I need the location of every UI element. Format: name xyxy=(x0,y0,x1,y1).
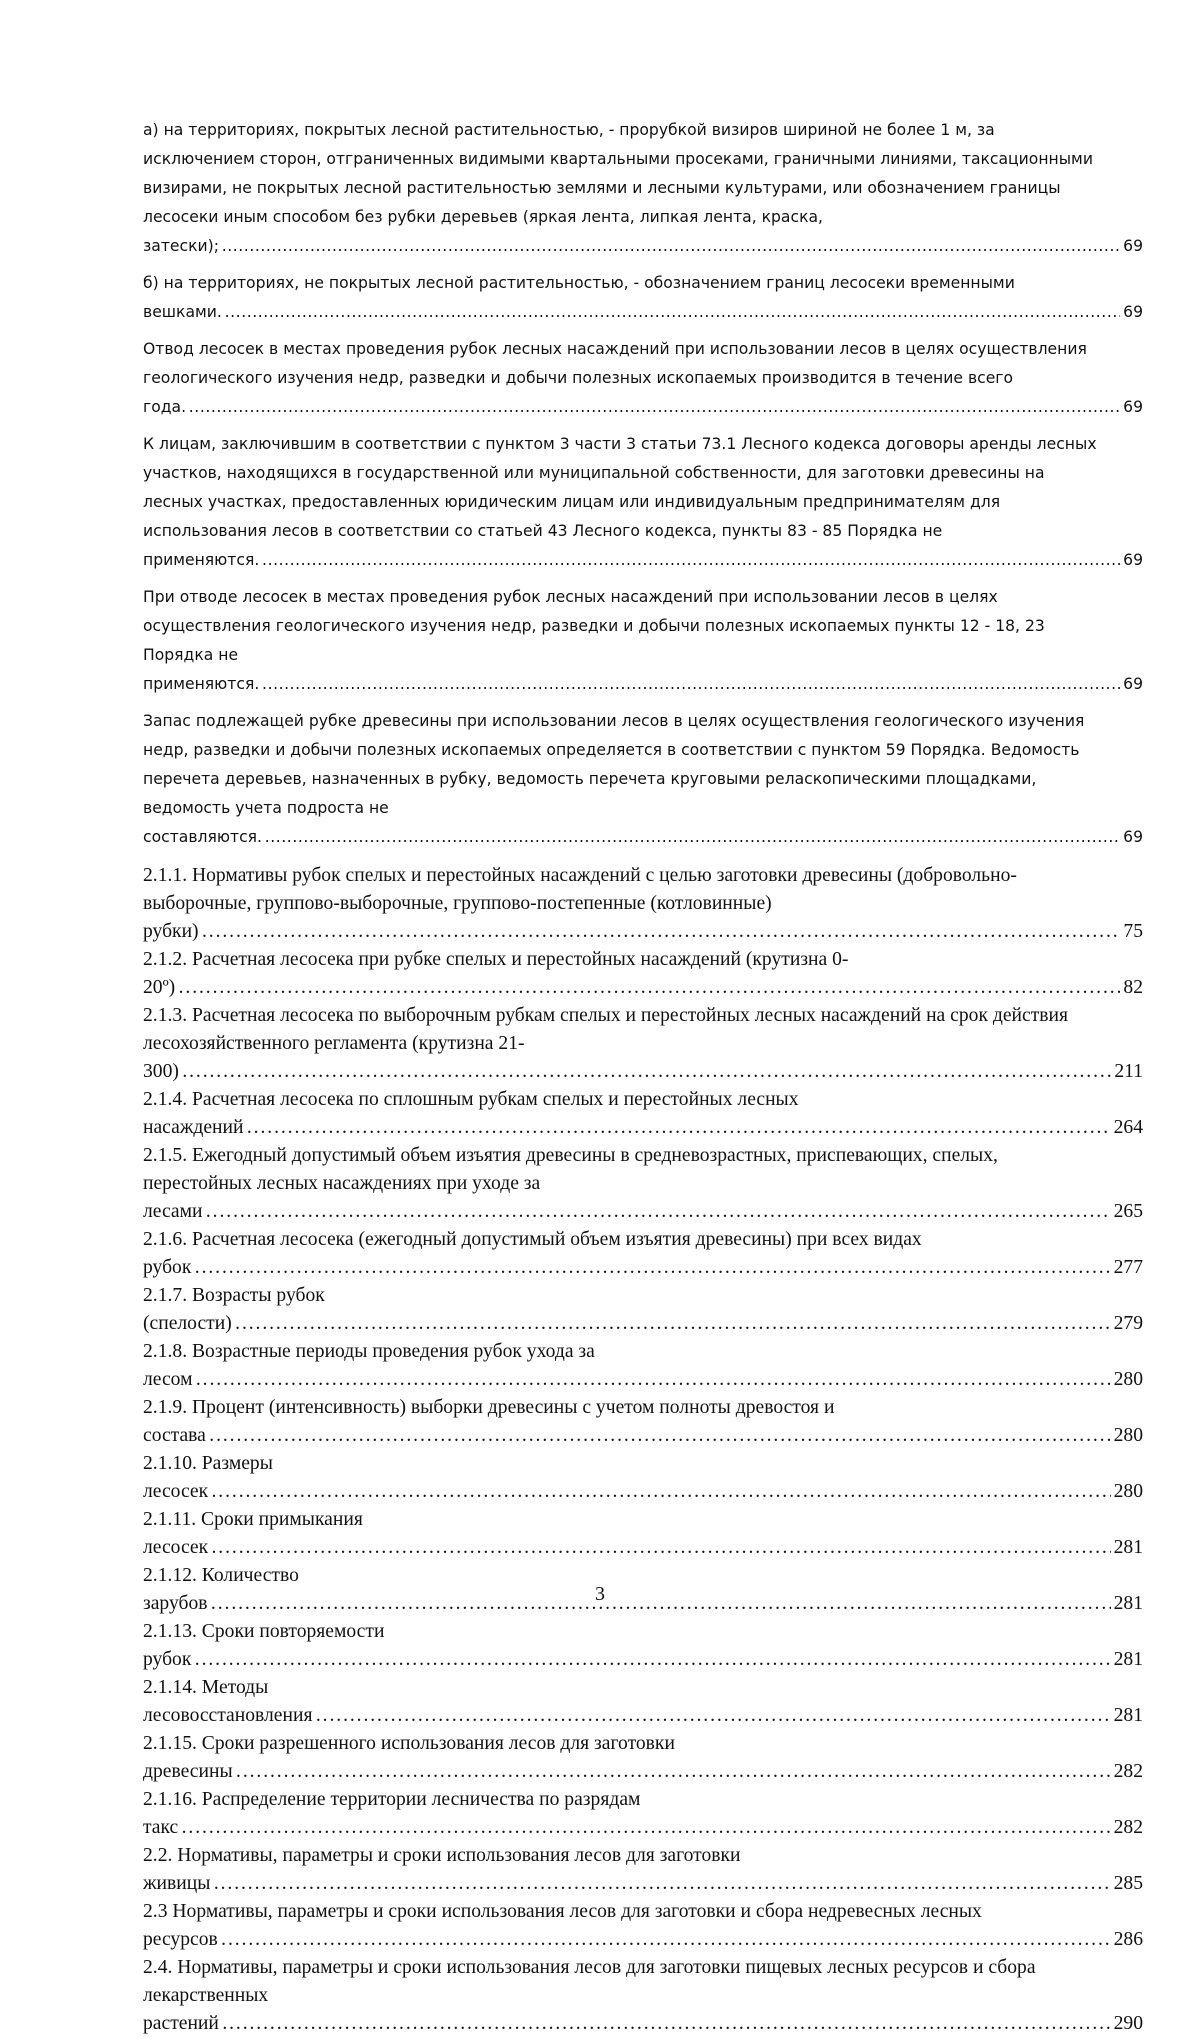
toc-section-serif xyxy=(143,862,1143,2038)
toc-entry[interactable] xyxy=(143,1898,1143,1954)
toc-entry[interactable] xyxy=(143,269,1143,327)
toc-entry[interactable] xyxy=(143,1450,1143,1506)
toc-entry-title: 2.1.7. Возрасты рубок (спелости) . . . xyxy=(143,1285,1143,1334)
toc-entry-page: 69 xyxy=(1120,393,1143,422)
toc-entry-page: 82 xyxy=(1120,974,1143,1002)
toc-entry-title: Отвод лесосек в местах проведения рубок лесных насаждений при использовании лесов в целях осуществления геологического изучения недр, разведки и добычи полезных ископаемых производится в течение всего года. . . . xyxy=(143,340,1143,416)
toc-entry-title: 2.1.6. Расчетная лесосека (ежегодный допустимый объем изъятия древесины) при всех видах рубок . . . xyxy=(143,1229,1143,1278)
toc-entry[interactable] xyxy=(143,1142,1143,1226)
toc-entry-page: 69 xyxy=(1120,298,1143,327)
toc-entry-title: При отводе лесосек в местах проведения рубок лесных насаждений при использовании лесов в целях осуществления геологического изучения недр, разведки и добычи полезных ископаемых пункты 12 - 18, 23 Порядка не применяются. . . . xyxy=(143,588,1143,693)
toc-entry-page: 281 xyxy=(1111,1702,1143,1730)
toc-entry-page: 277 xyxy=(1111,1254,1143,1282)
toc-entry[interactable] xyxy=(143,1730,1143,1786)
toc-entry-title: а) на территориях, покрытых лесной растительностью, - прорубкой визиров шириной не более 1 м, за исключением сторон, отграниченных видимыми квартальными просеками, граничными линиями, таксационными визирами, не покрытых лесной растительностью землями и лесными культурами, или обозначением границы лесосеки иным способом без рубки деревьев (яркая лента, липкая лента, краска, затески); . . . xyxy=(143,121,1143,255)
page-number: 3 xyxy=(595,1583,605,1605)
toc-entry-page: 290 xyxy=(1111,2010,1143,2038)
toc-entry-title: 2.1.9. Процент (интенсивность) выборки древесины с учетом полноты древостоя и состава . . . xyxy=(143,1397,1143,1446)
toc-section-sans xyxy=(143,116,1143,852)
toc-entry[interactable] xyxy=(143,1674,1143,1730)
toc-entry[interactable] xyxy=(143,1842,1143,1898)
toc-entry-title: 2.1.3. Расчетная лесосека по выборочным рубкам спелых и перестойных лесных насаждений на срок действия лесохозяйственного регламента (крутизна 21-300) . . . xyxy=(143,1005,1143,1082)
toc-entry[interactable] xyxy=(143,1338,1143,1394)
toc-entry-title: 2.1.10. Размеры лесосек . . . xyxy=(143,1453,1143,1502)
toc-entry-page: 280 xyxy=(1111,1478,1143,1506)
toc-entry-title: 2.4. Нормативы, параметры и сроки использования лесов для заготовки пищевых лесных ресурсов и сбора лекарственных растений . . . xyxy=(143,1957,1143,2034)
toc-entry[interactable] xyxy=(143,1954,1143,2038)
toc-entry[interactable] xyxy=(143,116,1143,261)
toc-entry-title: 2.3 Нормативы, параметры и сроки использования лесов для заготовки и сбора недревесных лесных ресурсов . . . xyxy=(143,1901,1143,1950)
toc-entry[interactable] xyxy=(143,1002,1143,1086)
toc-entry-page: 75 xyxy=(1120,918,1143,946)
toc-entry-title: 2.1.5. Ежегодный допустимый объем изъятия древесины в средневозрастных, приспевающих, спелых, перестойных лесных насаждениях при уходе за лесами . . . xyxy=(143,1145,1143,1222)
toc-entry[interactable] xyxy=(143,1226,1143,1282)
toc-entry-page: 282 xyxy=(1111,1758,1143,1786)
toc-entry-title: 2.1.1. Нормативы рубок спелых и перестойных насаждений с целью заготовки древесины (добровольно-выборочные, группово-выборочные, группово-постепенные (котловинные) рубки) . . . xyxy=(143,865,1143,942)
toc-entry[interactable] xyxy=(143,707,1143,852)
toc-entry-title: 2.1.2. Расчетная лесосека при рубке спелых и перестойных насаждений (крутизна 0-20º) . . . xyxy=(143,949,1143,998)
toc-entry-page: 265 xyxy=(1111,1198,1143,1226)
toc-entry-page: 286 xyxy=(1111,1926,1143,1954)
table-of-contents xyxy=(143,116,1143,2038)
toc-entry-page: 280 xyxy=(1111,1422,1143,1450)
toc-entry-title: 2.1.16. Распределение территории лесничества по разрядам такс . . . xyxy=(143,1789,1143,1838)
toc-entry-title: 2.1.8. Возрастные периоды проведения рубок ухода за лесом . . . xyxy=(143,1341,1143,1390)
toc-entry-title: 2.1.14. Методы лесовосстановления . . . xyxy=(143,1677,1143,1726)
toc-entry[interactable] xyxy=(143,1394,1143,1450)
toc-entry-title: 2.1.15. Сроки разрешенного использования лесов для заготовки древесины . . . xyxy=(143,1733,1143,1782)
toc-entry-page: 69 xyxy=(1120,232,1143,261)
toc-entry[interactable] xyxy=(143,1282,1143,1338)
toc-entry[interactable] xyxy=(143,1086,1143,1142)
toc-entry[interactable] xyxy=(143,430,1143,575)
toc-entry-title: 2.2. Нормативы, параметры и сроки использования лесов для заготовки живицы . . . xyxy=(143,1845,1143,1894)
toc-entry-title: б) на территориях, не покрытых лесной растительностью, - обозначением границ лесосеки временными вешками. . . . xyxy=(143,274,1143,321)
toc-entry-page: 264 xyxy=(1111,1114,1143,1142)
toc-entry-title: Запас подлежащей рубке древесины при использовании лесов в целях осуществления геологического изучения недр, разведки и добычи полезных ископаемых определяется в соответствии с пунктом 59 Порядка. Ведомость перечета деревьев, назначенных в рубку, ведомость перечета круговыми реласкопическими площадками, ведомость учета подроста не составляются. . . . xyxy=(143,712,1143,846)
toc-entry[interactable] xyxy=(143,583,1143,699)
toc-entry[interactable] xyxy=(143,1506,1143,1562)
toc-entry-title: 2.1.4. Расчетная лесосека по сплошным рубкам спелых и перестойных лесных насаждений . . . xyxy=(143,1089,1143,1138)
toc-entry-page: 69 xyxy=(1120,546,1143,575)
toc-entry-page: 281 xyxy=(1111,1534,1143,1562)
toc-entry-title: 2.1.12. Количество зарубов . . . xyxy=(143,1565,1143,1614)
toc-entry-title: К лицам, заключившим в соответствии с пунктом 3 части 3 статьи 73.1 Лесного кодекса договоры аренды лесных участков, находящихся в государственной или муниципальной собственности, для заготовки древесины на лесных участках, предоставленных юридическим лицам или индивидуальным предпринимателям для использования лесов в соответствии со статьей 43 Лесного кодекса, пункты 83 - 85 Порядка не применяются. . . . xyxy=(143,435,1143,569)
toc-entry-title: 2.1.13. Сроки повторяемости рубок . . . xyxy=(143,1621,1143,1670)
toc-entry[interactable] xyxy=(143,946,1143,1002)
toc-entry[interactable] xyxy=(143,335,1143,422)
toc-entry-page: 69 xyxy=(1120,670,1143,699)
toc-entry[interactable] xyxy=(143,1618,1143,1674)
toc-entry[interactable] xyxy=(143,1786,1143,1842)
toc-entry[interactable] xyxy=(143,862,1143,946)
toc-entry-page: 211 xyxy=(1111,1058,1143,1086)
toc-entry-page: 279 xyxy=(1111,1310,1143,1338)
toc-entry-title: 2.1.11. Сроки примыкания лесосек . . . xyxy=(143,1509,1143,1558)
toc-entry-page: 282 xyxy=(1111,1814,1143,1842)
toc-entry-page: 69 xyxy=(1120,823,1143,852)
toc-entry-page: 281 xyxy=(1111,1590,1143,1618)
toc-entry-page: 285 xyxy=(1111,1870,1143,1898)
toc-entry-page: 280 xyxy=(1111,1366,1143,1394)
toc-entry-page: 281 xyxy=(1111,1646,1143,1674)
